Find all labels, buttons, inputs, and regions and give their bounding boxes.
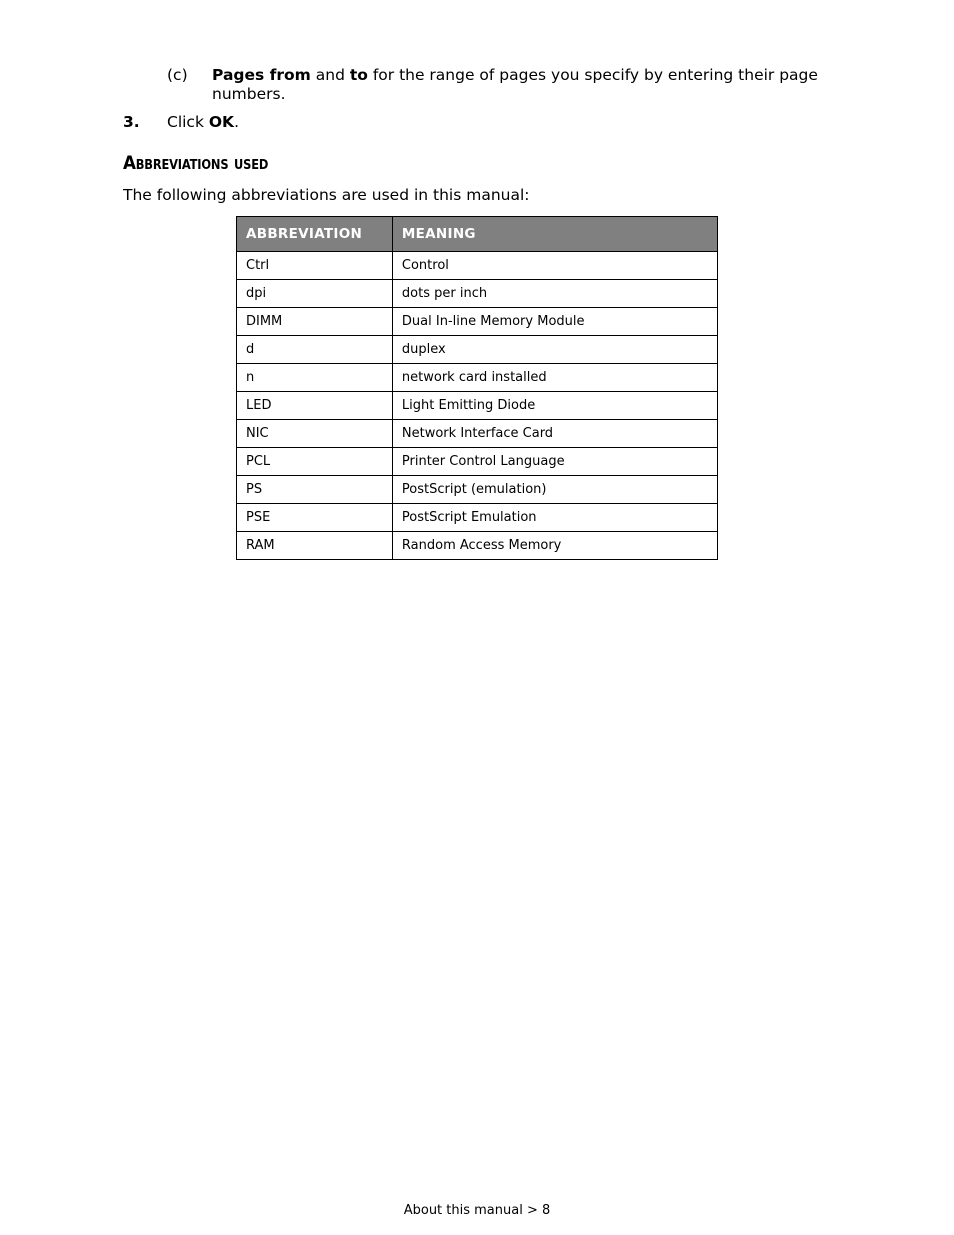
abbreviation-cell: dpi xyxy=(237,280,393,308)
page-footer: About this manual > 8 xyxy=(403,1203,551,1218)
table-row xyxy=(237,532,718,560)
meaning-cell: Printer Control Language xyxy=(392,448,717,476)
meaning-cell: PostScript (emulation) xyxy=(392,476,717,504)
abbreviation-cell: LED xyxy=(237,392,393,420)
bold-ok: OK xyxy=(208,113,235,131)
table-row xyxy=(237,336,718,364)
table-row xyxy=(237,252,718,280)
meaning-cell: Network Interface Card xyxy=(392,420,717,448)
bold-to: to xyxy=(349,66,368,84)
meaning-cell: duplex xyxy=(392,336,717,364)
abbreviations-table xyxy=(236,216,718,560)
abbreviation-cell: DIMM xyxy=(237,308,393,336)
table-row xyxy=(237,280,718,308)
abbreviation-cell: RAM xyxy=(237,532,393,560)
meaning-cell: PostScript Emulation xyxy=(392,504,717,532)
meaning-cell: dots per inch xyxy=(392,280,717,308)
table-row xyxy=(237,476,718,504)
table-row xyxy=(237,420,718,448)
header-meaning: MEANING xyxy=(392,217,717,252)
meaning-cell: Control xyxy=(392,252,717,280)
list-item-c xyxy=(167,66,847,104)
table-row xyxy=(237,448,718,476)
step-text xyxy=(167,113,239,132)
bold-pages-from: Pages from xyxy=(212,66,311,84)
table-row xyxy=(237,364,718,392)
abbreviation-cell: d xyxy=(237,336,393,364)
abbreviation-cell: n xyxy=(237,364,393,392)
abbreviation-cell: PS xyxy=(237,476,393,504)
step-number: 3. xyxy=(123,113,140,131)
table-header-row xyxy=(237,217,718,252)
meaning-cell: Light Emitting Diode xyxy=(392,392,717,420)
list-item-text xyxy=(212,66,847,104)
meaning-cell: Random Access Memory xyxy=(392,532,717,560)
abbreviation-cell: PCL xyxy=(237,448,393,476)
text-click: Click xyxy=(167,113,209,131)
section-intro: The following abbreviations are used in this manual: xyxy=(123,186,530,204)
text-and: and xyxy=(310,66,350,84)
list-marker: (c) xyxy=(167,66,188,84)
table-row xyxy=(237,504,718,532)
abbreviation-cell: PSE xyxy=(237,504,393,532)
abbreviation-cell: Ctrl xyxy=(237,252,393,280)
header-abbreviation: ABBREVIATION xyxy=(237,217,393,252)
meaning-cell: Dual In-line Memory Module xyxy=(392,308,717,336)
meaning-cell: network card installed xyxy=(392,364,717,392)
section-heading: Abbreviations used xyxy=(123,152,269,174)
table-row xyxy=(237,392,718,420)
text-range: for the range of pages you specify by entering their page numbers. xyxy=(212,66,818,103)
abbreviation-cell: NIC xyxy=(237,420,393,448)
text-period: . xyxy=(234,113,239,131)
table-row xyxy=(237,308,718,336)
